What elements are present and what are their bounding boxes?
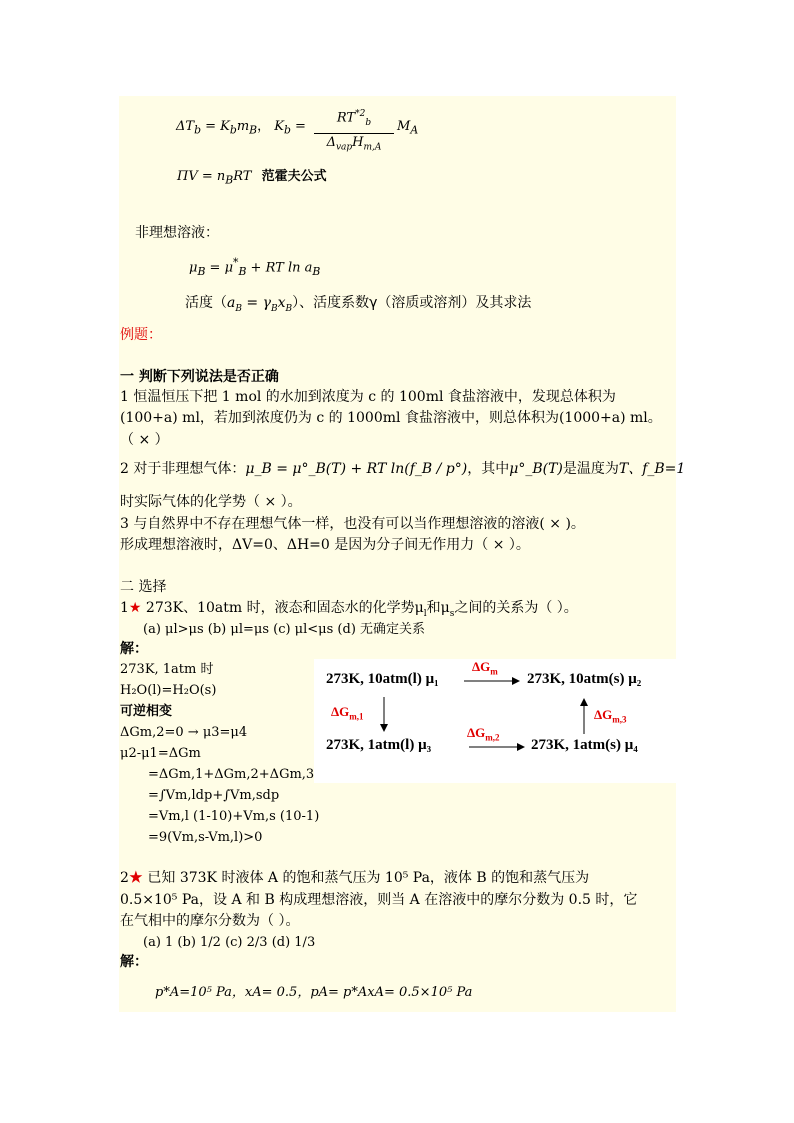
activity-line: 活度$(a_B = \gamma_Bx_B)$、活度系数γ（溶质或溶剂）及其求法 [185, 295, 532, 314]
state-bottom-right: 273K, 1atm(s) μ₄ [531, 737, 638, 753]
label-dg-bottom: $\Delta G_{m,2}$ [467, 725, 500, 743]
document-page [119, 96, 686, 1012]
q3-line1: 3 与自然界中不存在理想气体一样，也没有可以当作理想溶液的溶液( × )。 [120, 516, 585, 532]
solution-line: ΔGm,2=0 → μ3=μ4 [120, 725, 248, 740]
boiling-point-formula: $\Delta T_b = K_bm_B$， $K_b$ = [176, 119, 306, 137]
q1-line2: (100+a) ml，若加到浓度仍为 c 的 1000ml 食盐溶液中，则总体积为(1000+a) ml。 [120, 410, 662, 426]
q2-line1: 2 对于非理想气体：μ_B = μ°_B(T) + RT ln(f_B / p°)，其中μ°_B(T)是温度为T、f_B=1 [120, 461, 686, 477]
section2-title: 二 选择 [120, 579, 167, 595]
s2-q1-options: (a) μl>μs (b) μl=μs (c) μl<μs (d) 无确定关系 [143, 622, 426, 637]
ebullioscopic-fraction: $RT^{*2}_b$ $\Delta_{vap}H_{m,A}$ [314, 106, 394, 157]
solution-line: 可逆相变 [120, 704, 173, 719]
q1-answer: （ × ） [120, 432, 169, 448]
section1-title: 一 判断下列说法是否正确 [120, 369, 279, 385]
label-dg-left: $\Delta G_{m,1}$ [331, 704, 364, 722]
molar-mass-term: $M_A$ [397, 119, 419, 137]
label-dg-top: $\Delta G_m$ [472, 659, 498, 677]
s2-q2-options: (a) 1 (b) 1/2 (c) 2/3 (d) 1/3 [143, 935, 316, 950]
state-top-right: 273K, 10atm(s) μ₂ [527, 671, 642, 687]
q2-line2: 时实际气体的化学势（ × ）。 [120, 494, 302, 510]
s2-q2-line1: 2★ 已知 373K 时液体 A 的饱和蒸气压为 10⁵ Pa，液体 B 的饱和蒸气压为 [120, 870, 590, 886]
q3-line2: 形成理想溶液时，ΔV=0、ΔH=0 是因为分子间无作用力（ × ）。 [120, 537, 530, 553]
thermodynamic-cycle-diagram [314, 659, 676, 783]
label-dg-right: $\Delta G_{m,3}$ [594, 707, 627, 725]
star-icon: ★ [128, 600, 142, 616]
s2-q1-line: 1★ 273K、10atm 时，液态和固态水的化学势$\mu_l$和$\mu_s$之间的关系为（ ）。 [120, 600, 578, 619]
q1-line1: 1 恒温恒压下把 1 mol 的水加到浓度为 c 的 100ml 食盐溶液中，发现总体积为 [120, 389, 616, 405]
nonideal-heading: 非理想溶液： [135, 225, 219, 241]
star-icon: ★ [128, 870, 143, 886]
s2-q1-solution-label: 解： [120, 641, 148, 657]
solution-line: μ2-μ1=ΔGm [120, 746, 201, 761]
solution-line: =9(Vm,s-Vm,l)>0 [148, 830, 263, 845]
solution-line: =ΔGm,1+ΔGm,2+ΔGm,3 [148, 767, 315, 782]
state-top-left: 273K, 10atm(l) μ₁ [326, 671, 439, 687]
s2-q2-solution-label: 解： [120, 954, 148, 970]
examples-heading: 例题： [120, 327, 162, 343]
state-bottom-left: 273K, 1atm(l) μ₃ [326, 737, 432, 753]
osmotic-pressure-formula: $\Pi V = n_BRT$ 范霍夫公式 [177, 169, 327, 187]
s2-q2-line3: 在气相中的摩尔分数为（ ）。 [120, 913, 300, 929]
s2-q2-solution: p*A=10⁵ Pa，xA= 0.5，pA= p*AxA= 0.5×10⁵ Pa [155, 985, 473, 1000]
chemical-potential-formula: $\mu_B = \mu^*_B$ + RT $\ln a_B$ [189, 256, 321, 278]
solution-line: =Vm,l (1-10)+Vm,s (10-1) [148, 809, 320, 824]
solution-line: 273K, 1atm 时 [120, 662, 214, 677]
s2-q2-line2: 0.5×10⁵ Pa，设 A 和 B 构成理想溶液，则当 A 在溶液中的摩尔分数为 0.5 时，它 [120, 892, 638, 908]
solution-line: =∫Vm,ldp+∫Vm,sdp [148, 788, 280, 803]
solution-line: H₂O(l)=H₂O(s) [120, 683, 217, 698]
